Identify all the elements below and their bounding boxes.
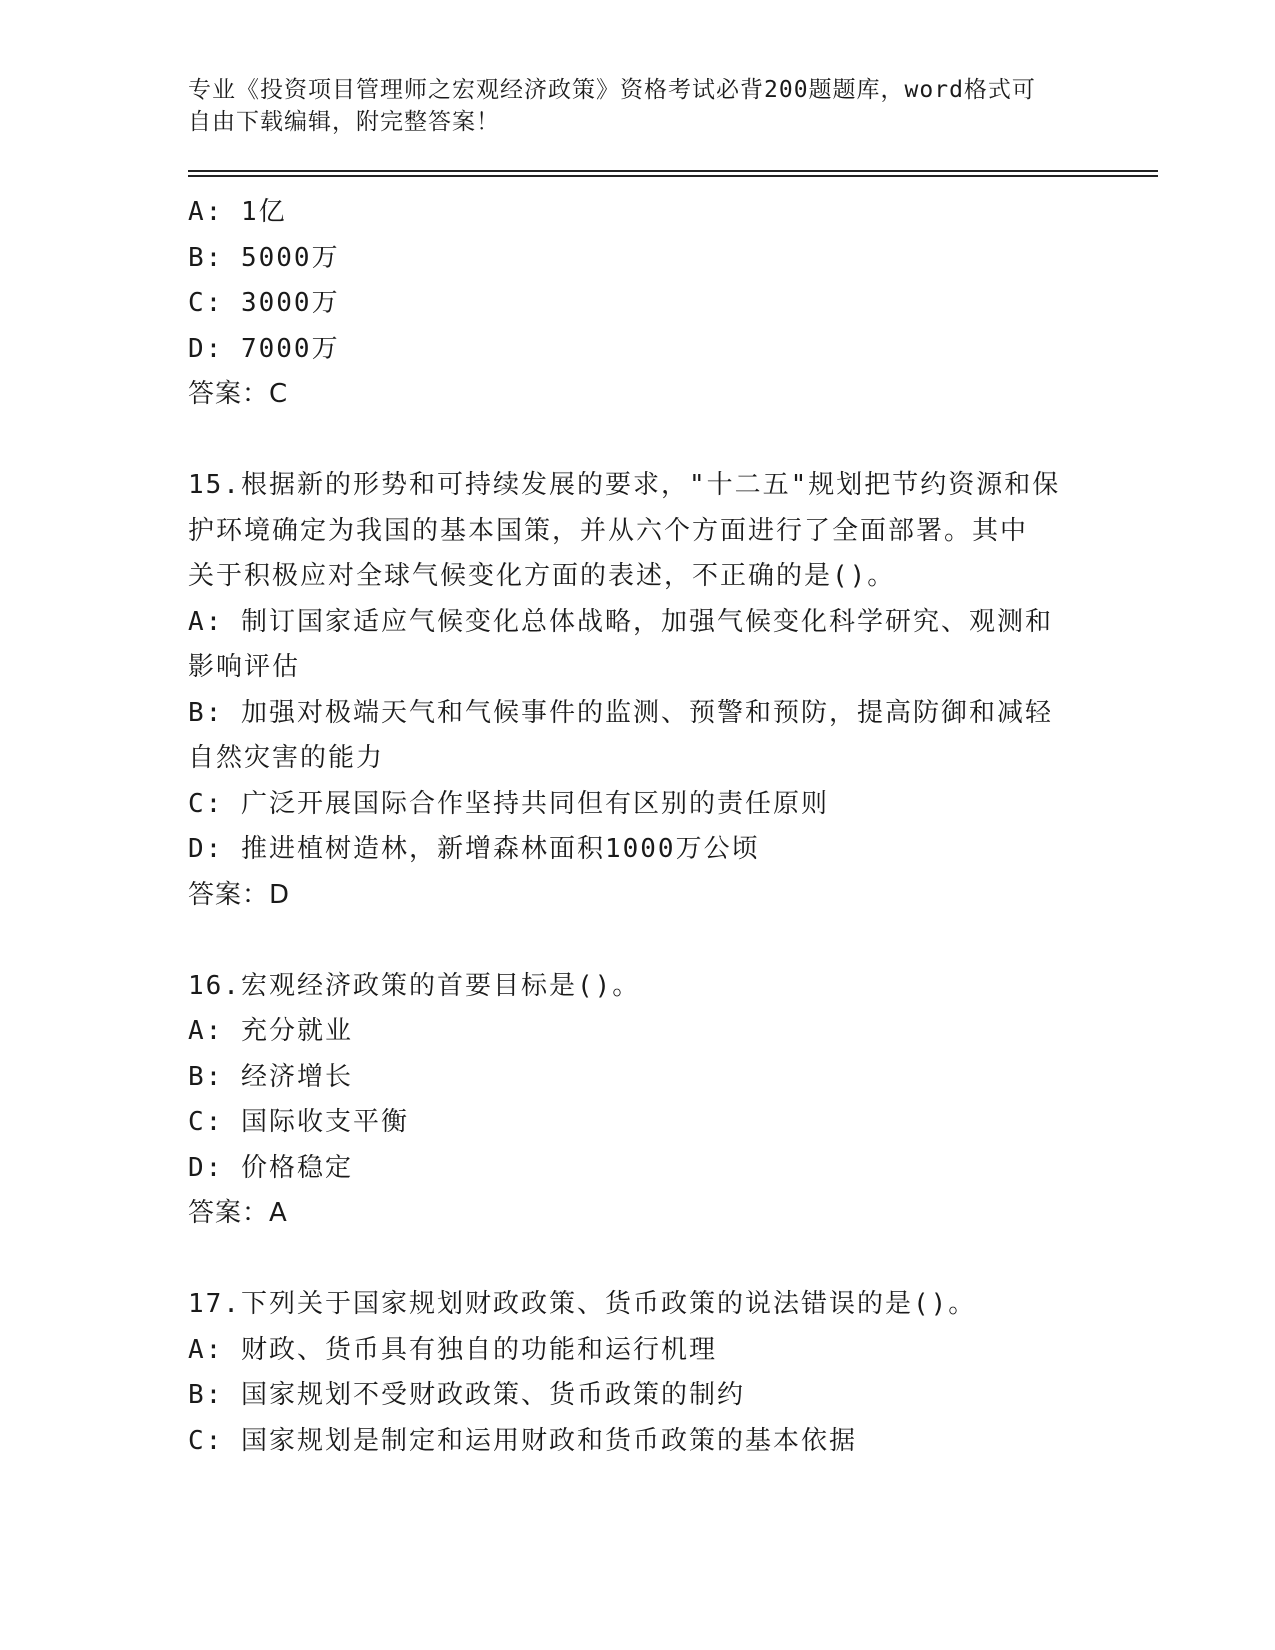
q16-option-c: C: 国际收支平衡 — [188, 1107, 409, 1137]
header-line-2: 自由下载编辑，附完整答案！ — [188, 109, 500, 135]
header-rule-bottom — [188, 175, 1158, 177]
q14-answer: 答案：C — [188, 379, 289, 409]
q14-option-b: B: 5000万 — [188, 242, 340, 273]
q16-answer: 答案：A — [188, 1198, 288, 1228]
question-17 — [188, 1282, 1088, 1464]
q15-option-b-line-2: 自然灾害的能力 — [188, 743, 385, 773]
q15-option-b-line-1: B: 加强对极端天气和气候事件的监测、预警和预防，提高防御和减轻 — [188, 697, 1053, 728]
q14-option-c: C: 3000万 — [188, 288, 340, 318]
q15-stem-line-3: 关于积极应对全球气候变化方面的表述，不正确的是()。 — [188, 561, 896, 591]
q15-option-c: C: 广泛开展国际合作坚持共同但有区别的责任原则 — [188, 788, 829, 819]
q15-option-a-line-1: A: 制订国家适应气候变化总体战略，加强气候变化科学研究、观测和 — [188, 606, 1053, 637]
question-16 — [188, 964, 1088, 1237]
q15-answer: 答案：D — [188, 879, 291, 910]
spacer — [188, 1237, 1088, 1283]
q15-stem-line-1: 15.根据新的形势和可持续发展的要求，"十二五"规划把节约资源和保 — [188, 470, 1061, 500]
q16-stem: 16.宏观经济政策的首要目标是()。 — [188, 970, 641, 1001]
q15-option-d: D: 推进植树造林，新增森林面积1000万公顷 — [188, 834, 760, 864]
q14-option-a: A: 1亿 — [188, 197, 287, 227]
q17-option-b: B: 国家规划不受财政政策、货币政策的制约 — [188, 1380, 745, 1410]
question-15 — [188, 463, 1088, 918]
spacer — [188, 918, 1088, 964]
q15-option-a-line-2: 影响评估 — [188, 652, 301, 682]
q17-stem: 17.下列关于国家规划财政政策、货币政策的说法错误的是()。 — [188, 1289, 977, 1319]
question-14 — [188, 190, 1088, 418]
q15-stem-line-2: 护环境确定为我国的基本国策，并从六个方面进行了全面部署。其中 — [188, 515, 1029, 546]
q17-option-c: C: 国家规划是制定和运用财政和货币政策的基本依据 — [188, 1425, 857, 1456]
spacer — [188, 418, 1088, 464]
header-rule-top — [188, 170, 1158, 172]
q16-option-a: A: 充分就业 — [188, 1016, 353, 1046]
q17-option-a: A: 财政、货币具有独自的功能和运行机理 — [188, 1334, 717, 1365]
q16-option-d: D: 价格稳定 — [188, 1152, 353, 1183]
q14-option-d: D: 7000万 — [188, 333, 340, 364]
header-line-1: 专业《投资项目管理师之宏观经济政策》资格考试必背200题题库，word格式可 — [188, 77, 1036, 103]
question-content — [188, 190, 1088, 1464]
document-header — [188, 74, 1088, 138]
q16-option-b: B: 经济增长 — [188, 1061, 353, 1092]
